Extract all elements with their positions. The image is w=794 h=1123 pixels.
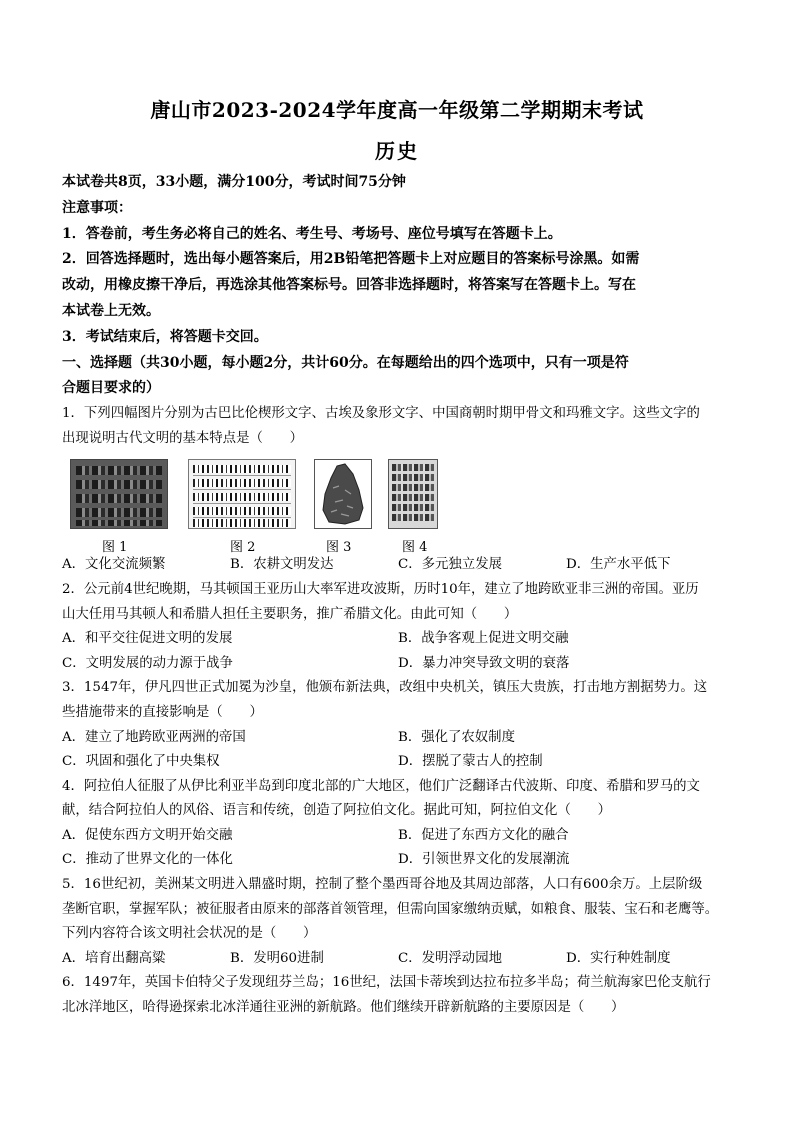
question-stem: 2．公元前4世纪晚期，马其顿国王亚历山大率军进攻波斯，历时10年，建立了地跨欧亚非三洲的帝国。亚历 xyxy=(62,581,699,597)
question-stem: 献，结合阿拉伯人的风俗、语言和传统，创造了阿拉伯文化。据此可知，阿拉伯文化（ ） xyxy=(62,803,612,819)
options-row xyxy=(62,824,734,849)
notice-title: 注意事项： xyxy=(62,199,132,216)
question-stem: 些措施带来的直接影响是（ ） xyxy=(62,704,263,720)
figure-caption: 图 3 xyxy=(326,540,352,556)
section-heading: 合题目要求的） xyxy=(62,380,160,397)
oracle-bone-image xyxy=(314,459,372,529)
option-c[interactable]: C．推动了世界文化的一体化 xyxy=(62,852,233,868)
option-c[interactable]: C．发明浮动园地 xyxy=(398,950,502,966)
options-row xyxy=(62,848,734,873)
figure-caption: 图 2 xyxy=(230,540,256,556)
notice-item: 改动，用橡皮擦干净后，再选涂其他答案标号。回答非选择题时，将答案写在答题卡上。写在 xyxy=(62,277,636,294)
option-b[interactable]: B．强化了农奴制度 xyxy=(398,729,515,745)
options-row xyxy=(62,627,734,652)
question-stem: 北冰洋地区，哈得逊探索北冰洋通往亚洲的新航路。他们继续开辟新航路的主要原因是（ ） xyxy=(62,1000,625,1016)
question-stem: 4．阿拉伯人征服了从伊比利亚半岛到印度北部的广大地区，他们广泛翻译古代波斯、印度、希腊和罗马的文 xyxy=(62,778,700,794)
option-a[interactable]: A．和平交往促进文明的发展 xyxy=(62,631,233,647)
question-5 xyxy=(62,873,734,971)
question-stem: 出现说明古代文明的基本特点是（ ） xyxy=(62,430,304,446)
figure-caption: 图 1 xyxy=(102,540,128,556)
options-row xyxy=(62,750,734,775)
notice-item: 本试卷上无效。 xyxy=(62,302,160,319)
option-d[interactable]: D．引领世界文化的发展潮流 xyxy=(398,852,570,868)
option-a[interactable]: A．培育出翻高粱 xyxy=(62,950,166,966)
option-a[interactable]: A．文化交流频繁 xyxy=(62,557,166,573)
question-stem: 6．1497年，英国卡伯特父子发现纽芬兰岛；16世纪，法国卡蒂埃到达拉布拉多半岛；荷兰航海家巴伦支航行 xyxy=(62,975,711,991)
option-b[interactable]: B．农耕文明发达 xyxy=(230,557,334,573)
question-stem: 垄断官职，掌握军队；被征服者由原来的部落首领管理，但需向国家缴纳贡赋，如粮食、服装、宝石和老鹰等。 xyxy=(62,901,719,917)
option-b[interactable]: B．战争客观上促进文明交融 xyxy=(398,631,569,647)
option-b[interactable]: B．促进了东西方文化的融合 xyxy=(398,827,569,843)
options-row xyxy=(62,726,734,751)
hieroglyph-table-image xyxy=(188,459,296,529)
question-stem: 山大任用马其顿人和希腊人担任主要职务，推广希腊文化。由此可知（ ） xyxy=(62,606,518,622)
question-3 xyxy=(62,676,734,774)
option-d[interactable]: D．摆脱了蒙古人的控制 xyxy=(398,754,543,770)
section-heading: 一、选择题（共30小题，每小题2分，共计60分。在每题给出的四个选项中，只有一项是符 xyxy=(62,354,629,371)
question-6 xyxy=(62,971,734,1020)
option-c[interactable]: C．文明发展的动力源于战争 xyxy=(62,655,233,671)
option-d[interactable]: D．实行种姓制度 xyxy=(566,950,671,966)
maya-glyph-image xyxy=(388,459,438,529)
question-stem: 1．下列四幅图片分别为古巴比伦楔形文字、古埃及象形文字、中国商朝时期甲骨文和玛雅文字。这些文字的 xyxy=(62,406,700,422)
notice-item: 3．考试结束后，将答题卡交回。 xyxy=(62,328,268,345)
notice-item: 2．回答选择题时，选出每小题答案后，用2B铅笔把答题卡上对应题目的答案标号涂黑。如需 xyxy=(62,251,640,268)
exam-body xyxy=(62,170,734,1021)
exam-subject: 历史 xyxy=(375,139,419,163)
notice-item: 1．答卷前，考生务必将自己的姓名、考生号、考场号、座位号填写在答题卡上。 xyxy=(62,225,562,242)
option-c[interactable]: C．巩固和强化了中央集权 xyxy=(62,754,220,770)
option-a[interactable]: A．建立了地跨欧亚两洲的帝国 xyxy=(62,729,246,745)
option-b[interactable]: B．发明60进制 xyxy=(230,950,324,966)
question-2 xyxy=(62,578,734,676)
options-row xyxy=(62,553,734,578)
question-1 xyxy=(62,402,734,578)
option-a[interactable]: A．促使东西方文明开始交融 xyxy=(62,827,233,843)
options-row xyxy=(62,652,734,677)
figure-caption: 图 4 xyxy=(402,540,428,556)
option-c[interactable]: C．多元独立发展 xyxy=(398,557,502,573)
cuneiform-tablet-image xyxy=(70,459,168,529)
options-row xyxy=(62,947,734,972)
figure-row xyxy=(62,453,734,556)
exam-title: 唐山市2023-2024学年度高一年级第二学期期末考试 xyxy=(150,98,644,122)
question-4 xyxy=(62,775,734,873)
option-d[interactable]: D．暴力冲突导致文明的衰落 xyxy=(398,655,570,671)
question-stem: 下列内容符合该文明社会状况的是（ ） xyxy=(62,926,317,942)
question-stem: 3．1547年，伊凡四世正式加冕为沙皇，他颁布新法典，改组中央机关，镇压大贵族，打击地方割据势力。这 xyxy=(62,680,708,696)
exam-info: 本试卷共8页，33小题，满分100分，考试时间75分钟 xyxy=(62,174,406,190)
question-stem: 5．16世纪初，美洲某文明进入鼎盛时期，控制了整个墨西哥谷地及其周边部落，人口有600余万。上层阶级 xyxy=(62,877,703,893)
option-d[interactable]: D．生产水平低下 xyxy=(566,557,671,573)
